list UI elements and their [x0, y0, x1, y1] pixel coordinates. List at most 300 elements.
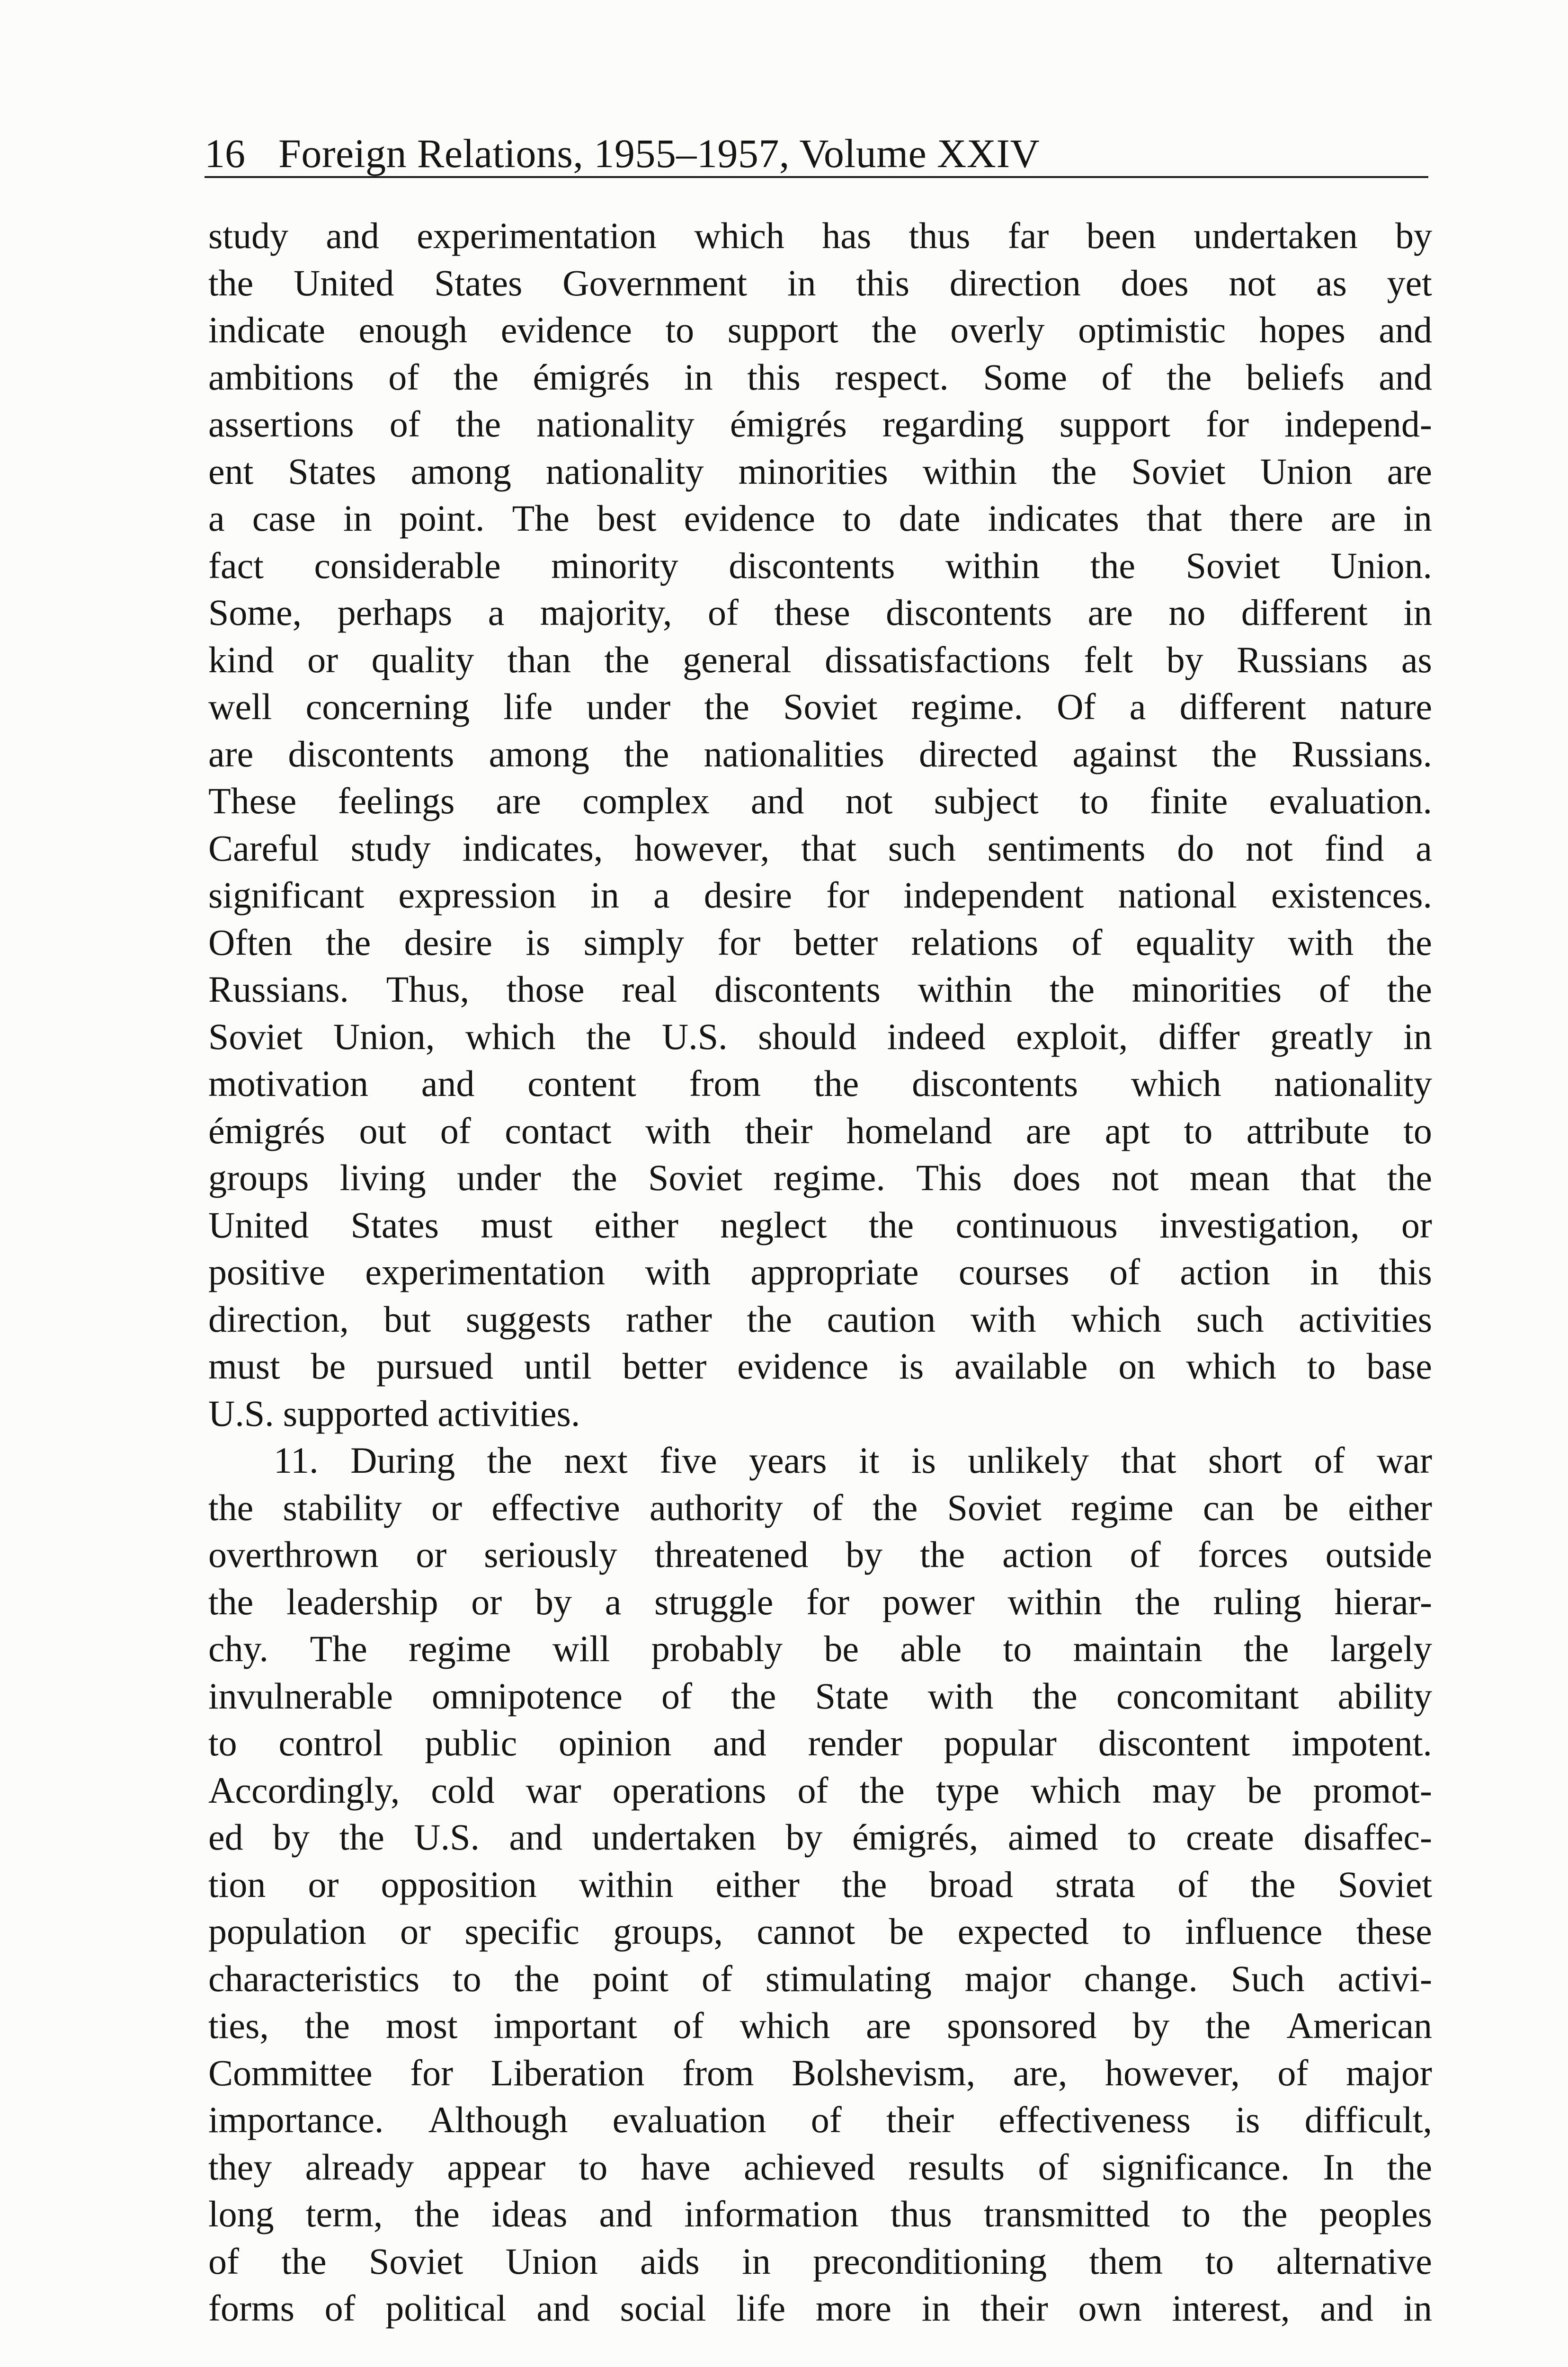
word: by — [846, 1534, 883, 1575]
word: and — [750, 780, 804, 821]
word: ideas — [491, 2193, 568, 2234]
word: experimentation — [365, 1251, 606, 1292]
word: be — [889, 1911, 924, 1952]
body-text — [208, 212, 1432, 2332]
word: under — [586, 686, 671, 727]
word: the — [455, 403, 501, 445]
word: influence — [1185, 1911, 1323, 1952]
word: short — [1208, 1440, 1283, 1481]
word: which — [1031, 1769, 1121, 1811]
word: be — [1247, 1769, 1282, 1811]
word: forces — [1198, 1534, 1288, 1575]
word: This — [916, 1157, 982, 1198]
text-line — [208, 2238, 1432, 2285]
word: chy. — [208, 1628, 269, 1669]
word: may — [1152, 1769, 1216, 1811]
word: pursued — [376, 1345, 493, 1387]
word: concerning — [305, 686, 470, 727]
word: cold — [431, 1769, 495, 1811]
word: omnipotence — [432, 1675, 623, 1717]
word: evaluation — [612, 2099, 766, 2140]
word: evaluation. — [1269, 780, 1432, 821]
word: Soviet — [648, 1157, 743, 1198]
word: quality — [371, 639, 474, 680]
word: strata — [1055, 1863, 1136, 1905]
word: which — [465, 1015, 556, 1057]
word: support — [1059, 403, 1170, 445]
word: the — [208, 1581, 254, 1622]
word: and — [1320, 2287, 1373, 2329]
word: with — [970, 1298, 1036, 1340]
word: State — [815, 1675, 889, 1717]
word: action — [1002, 1534, 1093, 1575]
word: differ — [1158, 1015, 1240, 1057]
word: to — [1003, 1628, 1032, 1669]
text-line — [208, 1296, 1432, 1343]
word: study — [350, 827, 431, 869]
word: of — [1130, 1534, 1161, 1575]
word: discontents — [729, 544, 895, 586]
word: in — [787, 262, 816, 303]
word: difficult, — [1304, 2099, 1432, 2140]
word: within — [1007, 1581, 1102, 1622]
word: dissatisfactions — [825, 639, 1051, 680]
word: within — [945, 544, 1040, 586]
word: investigation, — [1159, 1204, 1360, 1246]
word: war — [526, 1769, 581, 1811]
word: discontents — [288, 733, 454, 774]
word: the — [1387, 2146, 1432, 2188]
word: sponsored — [947, 2005, 1097, 2046]
word: living — [339, 1157, 426, 1198]
word: are — [1330, 498, 1376, 539]
word: discontent — [1098, 1722, 1250, 1763]
word: activities — [1299, 1298, 1432, 1340]
word: discontents — [912, 1063, 1078, 1104]
word: in — [1403, 592, 1432, 633]
word: rather — [625, 1298, 712, 1340]
word: of — [1319, 969, 1350, 1010]
word: discontents — [714, 969, 881, 1010]
word: States — [350, 1204, 439, 1246]
text-line — [208, 1955, 1432, 2002]
word: the — [208, 262, 254, 303]
word: the — [304, 2005, 350, 2046]
word: the — [1242, 2193, 1288, 2234]
word: Soviet — [1185, 544, 1280, 586]
word: groups — [208, 1157, 309, 1198]
word: either — [715, 1863, 800, 1905]
word: in — [1403, 2287, 1432, 2329]
word: is — [911, 1440, 936, 1481]
word: émigrés — [208, 1110, 325, 1151]
word: change. — [1084, 1958, 1198, 1999]
word: regime — [409, 1628, 511, 1669]
word: evidence — [500, 309, 632, 350]
text-line — [208, 1154, 1432, 1201]
word: it — [859, 1440, 880, 1481]
word: groups, — [613, 1911, 723, 1952]
word: finite — [1149, 780, 1228, 821]
word: regime. — [911, 686, 1023, 727]
word: mean — [1189, 1157, 1270, 1198]
word: there — [1229, 498, 1303, 539]
word: Such — [1230, 1958, 1305, 1999]
word: such — [1196, 1298, 1264, 1340]
word: undertaken — [1194, 215, 1358, 256]
word: population — [208, 1911, 366, 1952]
word: for — [1205, 403, 1249, 445]
word: can — [1203, 1486, 1255, 1528]
word: until — [524, 1345, 592, 1387]
word: important — [493, 2005, 637, 2046]
word: from — [682, 2052, 754, 2093]
word: a — [1129, 686, 1146, 727]
word: to — [1184, 1110, 1213, 1151]
word: of — [812, 1486, 843, 1528]
word: of — [1314, 1440, 1345, 1481]
word: subject — [934, 780, 1039, 821]
word: with — [645, 1110, 711, 1151]
word: U.S. — [661, 1015, 728, 1057]
word: and — [713, 1722, 766, 1763]
word: content — [527, 1063, 636, 1104]
word: case — [252, 498, 316, 539]
word: are — [866, 2005, 911, 2046]
word: or — [308, 1863, 339, 1905]
word: does — [1013, 1157, 1081, 1198]
word: next — [564, 1440, 628, 1481]
word: nationalities — [704, 733, 884, 774]
word: the — [1205, 2005, 1251, 2046]
word: to — [1079, 780, 1109, 821]
word: support — [727, 309, 838, 350]
text-line — [208, 259, 1432, 307]
word: within — [922, 450, 1017, 492]
word: assertions — [208, 403, 354, 445]
word: Some — [983, 356, 1068, 398]
word: of — [673, 2005, 704, 2046]
word: far — [1007, 215, 1049, 256]
word: in — [343, 498, 372, 539]
word: than — [507, 639, 571, 680]
word: well — [208, 686, 272, 727]
word: disaffec- — [1303, 1816, 1432, 1858]
word: directed — [919, 733, 1038, 774]
word: these — [1356, 1911, 1432, 1952]
word: desire — [404, 921, 492, 963]
word: no — [1168, 592, 1206, 633]
word: U.S. — [208, 1392, 274, 1434]
word: American — [1286, 2005, 1432, 2046]
word: evidence — [684, 498, 815, 539]
word: Government — [562, 262, 748, 303]
word: does — [1121, 262, 1189, 303]
text-line — [208, 1013, 1432, 1060]
word: are — [208, 733, 254, 774]
word: The — [512, 498, 570, 539]
word: among — [489, 733, 589, 774]
word: to — [1205, 2240, 1234, 2282]
word: to — [1182, 2193, 1211, 2234]
word: apt — [1105, 1110, 1150, 1151]
word: continuous — [955, 1204, 1118, 1246]
word: Union, — [333, 1015, 435, 1057]
text-line — [208, 2144, 1432, 2191]
word: popular — [944, 1722, 1057, 1763]
word: five — [659, 1440, 717, 1481]
word: or — [400, 1911, 431, 1952]
word: already — [305, 2146, 414, 2188]
word: desire — [704, 874, 792, 916]
word: are — [1387, 450, 1432, 492]
word: minority — [551, 544, 678, 586]
word: United — [208, 1204, 309, 1246]
word: attribute — [1246, 1110, 1370, 1151]
word: a — [605, 1581, 622, 1622]
word: real — [622, 969, 677, 1010]
word: hierar- — [1334, 1581, 1432, 1622]
word: to — [579, 2146, 608, 2188]
word: thus — [909, 215, 971, 256]
word: find — [1324, 827, 1384, 869]
word: general — [683, 639, 792, 680]
word: felt — [1084, 639, 1133, 680]
text-line — [208, 1578, 1432, 1626]
word: to — [1127, 1816, 1157, 1858]
word: alternative — [1276, 2240, 1432, 2282]
word: importance. — [208, 2099, 384, 2140]
word: and — [326, 215, 379, 256]
word: Careful — [208, 827, 319, 869]
word: under — [457, 1157, 541, 1198]
word: able — [900, 1628, 962, 1669]
word: will — [552, 1628, 610, 1669]
word: is — [526, 921, 551, 963]
word: not — [1111, 1157, 1159, 1198]
word: to — [1123, 1911, 1151, 1952]
text-line — [208, 1201, 1432, 1249]
word: the — [873, 1486, 918, 1528]
word: major — [964, 1958, 1051, 1999]
word: Soviet — [208, 1015, 303, 1057]
word: in — [742, 2240, 771, 2282]
word: in — [1403, 498, 1432, 539]
word: term, — [305, 2193, 383, 2234]
word: indicate — [208, 309, 325, 350]
word: should — [758, 1015, 857, 1057]
word: nationality — [1274, 1063, 1432, 1104]
word: be — [824, 1628, 859, 1669]
word: indeed — [887, 1015, 986, 1057]
word: these — [774, 592, 850, 633]
text-line — [208, 1625, 1432, 1673]
word: for — [717, 921, 761, 963]
word: supported — [283, 1392, 429, 1434]
word: appropriate — [750, 1251, 919, 1292]
word: the — [1167, 356, 1212, 398]
word: been — [1086, 215, 1156, 256]
word: considerable — [314, 544, 501, 586]
word: are — [496, 780, 541, 821]
word: Thus, — [386, 969, 470, 1010]
word: within — [579, 1863, 674, 1905]
word: the — [1387, 1157, 1432, 1198]
text-line — [208, 212, 1432, 259]
text-line — [208, 2190, 1432, 2238]
word: feelings — [338, 780, 455, 821]
word: respect. — [835, 356, 949, 398]
word: enough — [358, 309, 468, 350]
word: appear — [447, 2146, 546, 2188]
running-head — [205, 124, 1428, 178]
word: the — [859, 1769, 905, 1811]
word: effectiveness — [998, 2099, 1191, 2140]
word: major — [1345, 2052, 1432, 2093]
word: Of — [1057, 686, 1096, 727]
word: direction, — [208, 1298, 349, 1340]
word: the — [325, 921, 371, 963]
word: best — [597, 498, 657, 539]
text-line — [208, 448, 1432, 495]
word: that — [1121, 1440, 1176, 1481]
word: of — [811, 2099, 842, 2140]
word: characteristics — [208, 1958, 420, 1999]
text-line — [208, 1107, 1432, 1155]
word: the — [842, 1863, 887, 1905]
word: as — [1401, 639, 1432, 680]
word: nationality — [536, 403, 695, 445]
text-line — [208, 1767, 1432, 1814]
word: ability — [1337, 1675, 1432, 1717]
text-line — [208, 354, 1432, 401]
word: of — [1277, 2052, 1309, 2093]
word: point — [592, 1958, 669, 1999]
word: different — [1179, 686, 1306, 727]
word: specific — [464, 1911, 579, 1952]
word: expression — [398, 874, 557, 916]
word: sentiments — [987, 827, 1146, 869]
word: Some, — [208, 592, 302, 633]
word: Accordingly, — [208, 1769, 400, 1811]
word: the — [731, 1675, 776, 1717]
word: unlikely — [968, 1440, 1089, 1481]
word: is — [1235, 2099, 1260, 2140]
word: by — [535, 1581, 572, 1622]
word: and — [1379, 356, 1432, 398]
text-line — [208, 2285, 1432, 2332]
word: however, — [1105, 2052, 1240, 2093]
word: their — [980, 2287, 1048, 2329]
word: the — [1090, 544, 1136, 586]
word: The — [310, 1628, 367, 1669]
word: Liberation — [490, 2052, 645, 2093]
word: peoples — [1319, 2193, 1432, 2234]
word: nature — [1340, 686, 1432, 727]
word: struggle — [654, 1581, 774, 1622]
word: suggests — [465, 1298, 591, 1340]
word: beliefs — [1246, 356, 1345, 398]
word: tion — [208, 1863, 266, 1905]
word: type — [935, 1769, 1000, 1811]
word: the — [339, 1816, 384, 1858]
word: and — [509, 1816, 563, 1858]
text-line — [208, 400, 1432, 448]
word: of — [389, 403, 420, 445]
word: in — [1310, 1251, 1339, 1292]
word: aimed — [1007, 1816, 1098, 1858]
word: overly — [950, 309, 1045, 350]
word: either — [594, 1204, 678, 1246]
word: experimentation — [417, 215, 657, 256]
word: create — [1186, 1816, 1274, 1858]
word: war — [1377, 1440, 1432, 1481]
word: Union. — [1330, 544, 1432, 586]
word: aids — [640, 2240, 700, 2282]
word: available — [954, 1345, 1088, 1387]
word: with — [1288, 921, 1354, 963]
word: courses — [958, 1251, 1069, 1292]
word: States — [434, 262, 523, 303]
word: independent — [903, 874, 1084, 916]
word: hopes — [1259, 309, 1345, 350]
word: majority, — [540, 592, 672, 633]
word: power — [882, 1581, 975, 1622]
text-line — [208, 1343, 1432, 1390]
word: kind — [208, 639, 274, 680]
word: date — [899, 498, 961, 539]
word: evidence — [737, 1345, 869, 1387]
word: ambitions — [208, 356, 354, 398]
word: of — [1071, 921, 1103, 963]
word: for — [410, 2052, 454, 2093]
word: of — [1177, 1863, 1209, 1905]
word: the — [704, 686, 749, 727]
word: they — [208, 2146, 272, 2188]
word: effective — [491, 1486, 620, 1528]
word: regime. — [773, 1157, 885, 1198]
word: opposition — [381, 1863, 537, 1905]
word: the — [208, 1486, 254, 1528]
word: the — [414, 2193, 460, 2234]
word: that — [801, 827, 857, 869]
word: base — [1366, 1345, 1432, 1387]
word: the — [920, 1534, 965, 1575]
word: to — [665, 309, 695, 350]
word: this — [856, 262, 909, 303]
text-line — [208, 1861, 1432, 1908]
word: significant — [208, 874, 365, 916]
word: opinion — [559, 1722, 672, 1763]
word: a — [488, 592, 505, 633]
word: broad — [929, 1863, 1014, 1905]
word: positive — [208, 1251, 325, 1292]
word: their — [886, 2099, 954, 2140]
word: promot- — [1313, 1769, 1432, 1811]
word: U.S. — [414, 1816, 480, 1858]
word: yet — [1387, 262, 1432, 303]
word: of — [701, 1958, 732, 1999]
word: ruling — [1213, 1581, 1301, 1622]
word: political — [385, 2287, 507, 2329]
text-line — [208, 1437, 1432, 1484]
word: ent — [208, 450, 254, 492]
word: United — [294, 262, 394, 303]
word: the — [1049, 969, 1095, 1010]
word: activi- — [1337, 1958, 1432, 1999]
word: independ- — [1284, 403, 1432, 445]
word: ed — [208, 1816, 243, 1858]
